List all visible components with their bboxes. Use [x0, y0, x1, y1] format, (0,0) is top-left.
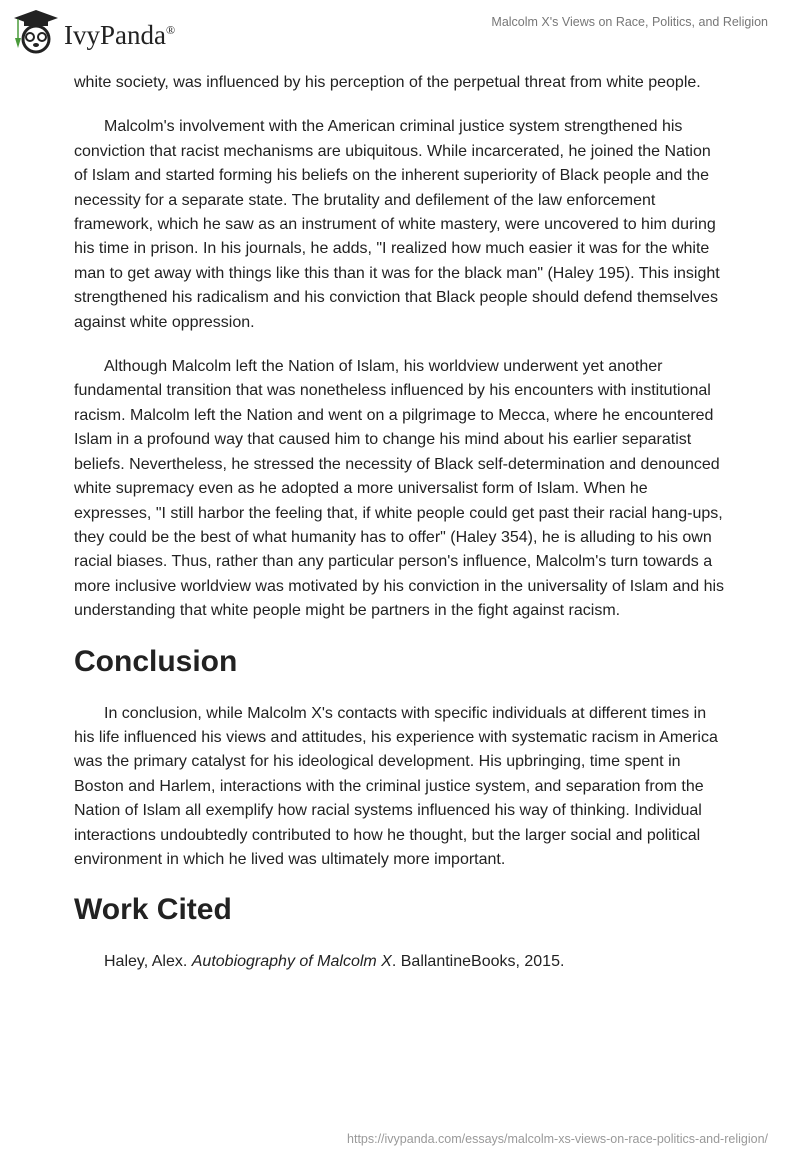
citation-publisher: . BallantineBooks, 2015. [391, 953, 565, 971]
paragraph: Malcolm's involvement with the American criminal justice system strengthened his conviction that racist mechanisms are ubiquitous. While incarcerated, he joined the Nation of Islam and started forming his beliefs on the inherent superiority of Black people and the necessity for a separate state. The brutality and defilement of the law enforcement framework, which he saw as an instrument of white mastery, were uncovered to him during his time in prison. In his journals, he adds, "I realized how much easier it was for the white man to get away with things like this than it was for the black man" (Haley 195). This insight strengthened his radicalism and his conviction that Black people should defend themselves against white oppression. [74, 118, 720, 331]
page-header [0, 0, 800, 60]
ivypanda-logo[interactable] [12, 8, 175, 54]
conclusion-heading: Conclusion [74, 644, 238, 678]
essay-body [74, 71, 726, 995]
citation-title: Autobiography of Malcolm X [191, 953, 392, 971]
citation [74, 950, 726, 974]
works-cited-heading: Work Cited [74, 893, 232, 927]
document-title: Malcolm X's Views on Race, Politics, and Religion [491, 15, 768, 29]
panda-graduate-icon [12, 8, 58, 54]
paragraph: In conclusion, while Malcolm X's contacts with specific individuals at different times in his life influenced his views and attitudes, his experience with systematic racism in America was the primary catalyst for his ideological development. His upbringing, time spent in Boston and Harlem, interactions with the criminal justice system, and separation from the Nation of Islam all exemplify how racial systems influenced his way of thinking. Individual interactions undoubtedly contributed to how he thought, but the larger social and political environment in which he lived was ultimately more important. [74, 704, 718, 868]
paragraph: white society, was influenced by his perception of the perpetual threat from white people. [74, 74, 701, 91]
logo-text: IvyPanda [64, 19, 166, 50]
registered-mark: ® [165, 22, 176, 37]
citation-author: Haley, Alex. [104, 953, 192, 971]
paragraph: Although Malcolm left the Nation of Islam, his worldview underwent yet another fundamental transition that was nonetheless influenced by his encounters with institutional racism. Malcolm left the Nation and went on a pilgrimage to Mecca, where he encountered Islam in a profound way that caused him to change his mind about his earlier separatist beliefs. Nevertheless, he stressed the necessity of Black self-determination and denounced white supremacy even as he adopted a more universalist form of Islam. When he expresses, "I still harbor the feeling that, if white people could get past their racial hang-ups, they could be the best of what humanity has to offer" (Haley 354), he is alluding to his own racial biases. Thus, rather than any particular person's influence, Malcolm's turn towards a more inclusive worldview was motivated by his conviction in the universality of Islam and his understanding that white people might be partners in the fight against racism. [74, 358, 725, 620]
source-url[interactable]: https://ivypanda.com/essays/malcolm-xs-views-on-race-politics-and-religion/ [347, 1132, 768, 1146]
